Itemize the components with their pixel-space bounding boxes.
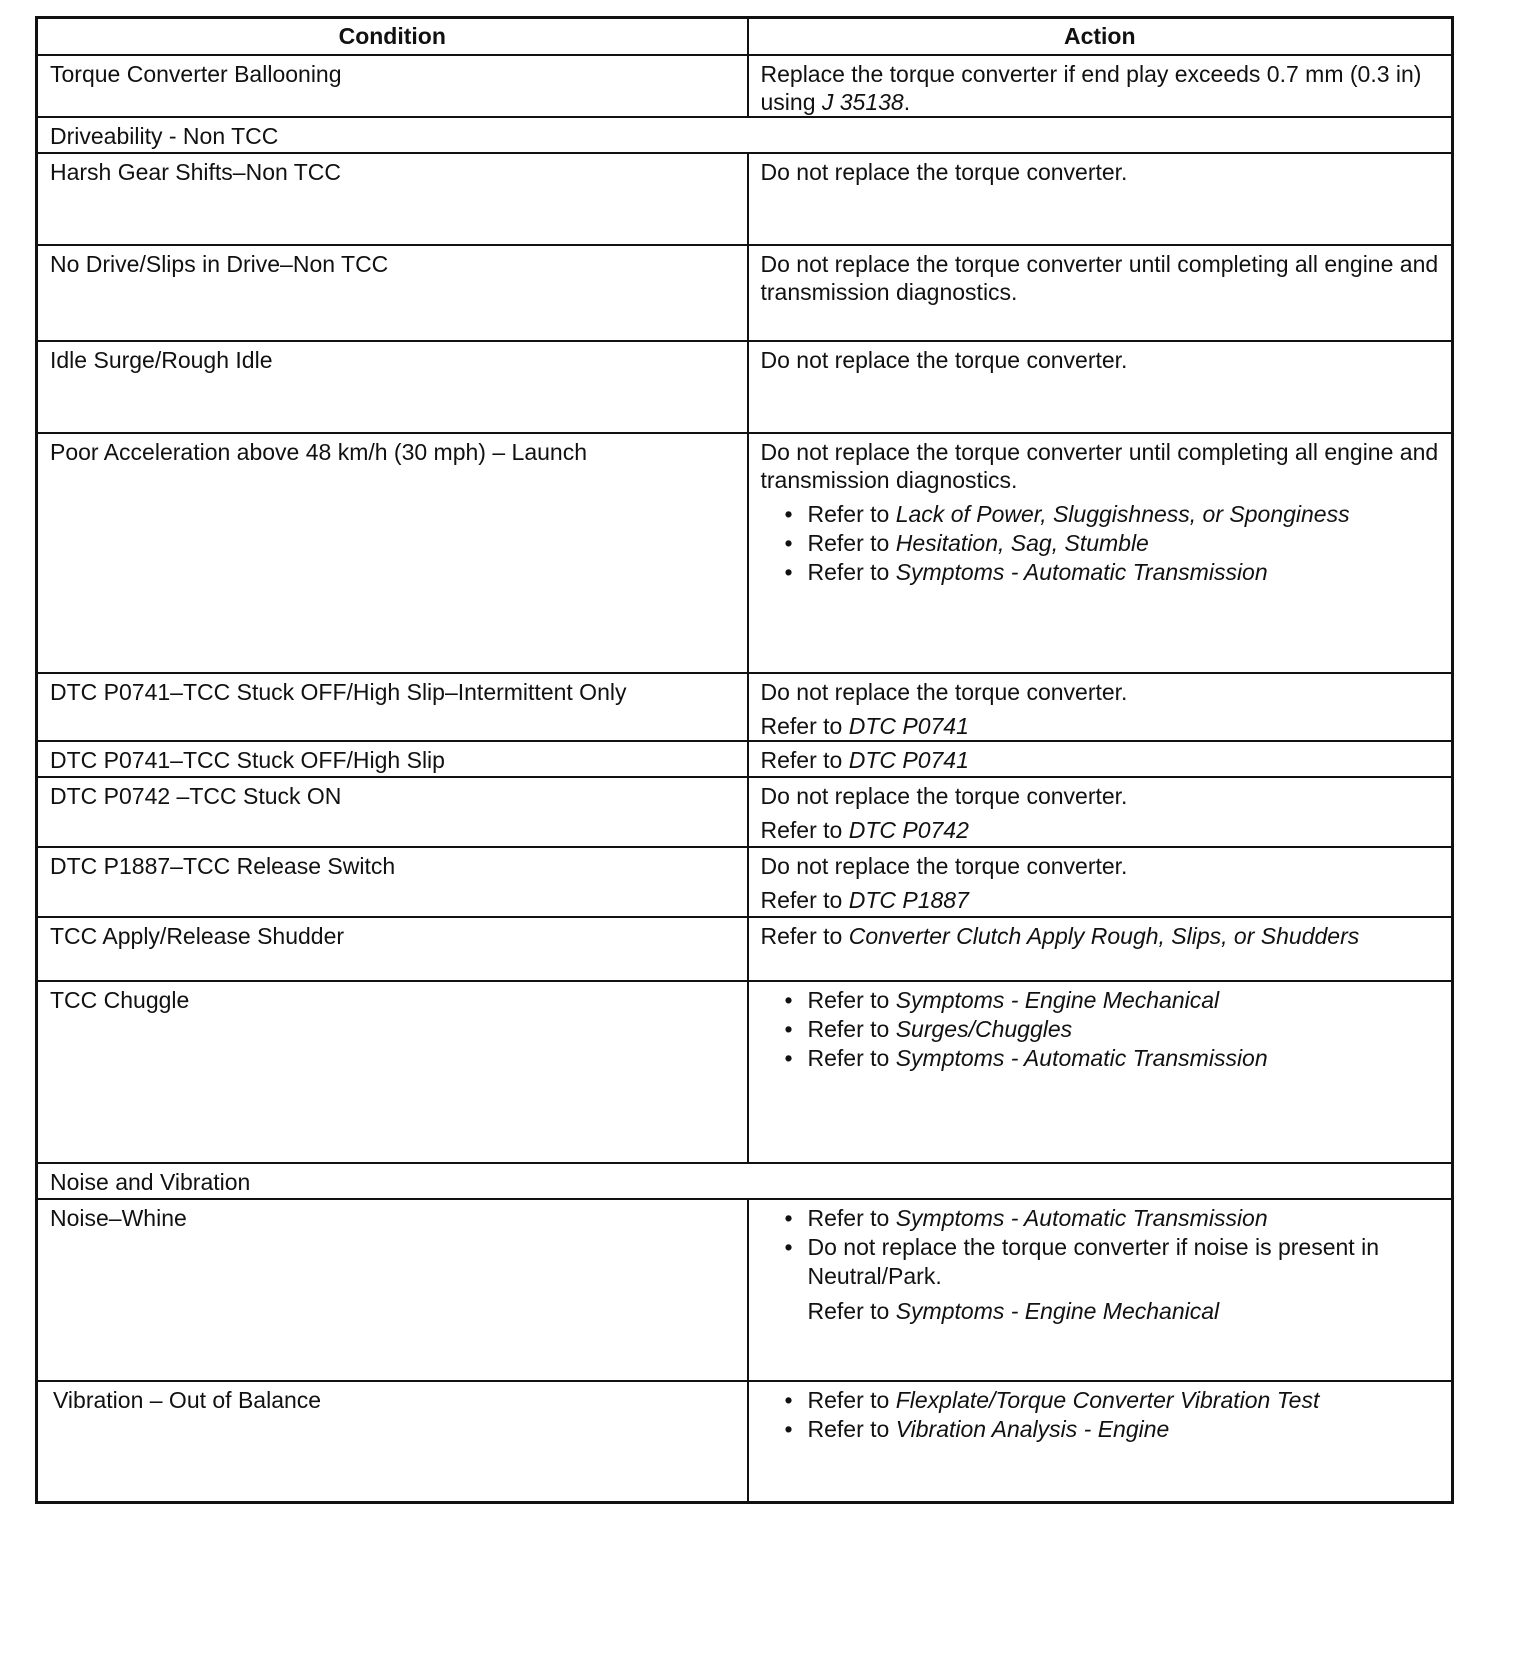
condition-cell: Torque Converter Ballooning [37,55,748,117]
reference-item: • Refer to Symptoms - Automatic Transmission [761,1204,1440,1233]
condition-cell: DTC P0742 –TCC Stuck ON [37,777,748,847]
condition-cell: DTC P0741–TCC Stuck OFF/High Slip–Intermittent Only [37,673,748,741]
reference-link[interactable]: Symptoms - Engine Mechanical [895,1297,1220,1324]
section-row [37,117,1453,153]
reference-link[interactable]: DTC P1887 [848,886,969,913]
reference-item: • Refer to Symptoms - Automatic Transmission [761,1044,1440,1073]
table-row [37,673,1453,741]
action-cell: Do not replace the torque converter until completing all engine and transmission diagnostics. • Refer to Lack of Power, Sluggishness, or Sponginess • Refer to Hesitation, Sag, Stumble • Refer to Symptoms - Automatic Transmission [748,433,1453,673]
reference-item: • Refer to Surges/Chuggles [761,1015,1440,1044]
tool-ref: J 35138 [821,88,904,115]
header-condition: Condition [37,18,748,55]
reference-item: • Refer to Symptoms - Automatic Transmission [761,558,1440,587]
action-cell [748,1381,1453,1503]
action-cell: Do not replace the torque converter. Refer to DTC P0742 [748,777,1453,847]
condition-cell: DTC P0741–TCC Stuck OFF/High Slip [37,741,748,777]
header-action: Action [748,18,1453,55]
header-row [37,18,1453,55]
diagnostic-table [35,16,1454,1504]
condition-cell: Vibration – Out of Balance [37,1381,748,1503]
reference-link[interactable]: Vibration Analysis - Engine [895,1415,1170,1442]
action-cell: Do not replace the torque converter until completing all engine and transmission diagnostics. [748,245,1453,341]
reference-link[interactable]: Flexplate/Torque Converter Vibration Test [895,1386,1320,1413]
table-row [37,741,1453,777]
condition-cell: Poor Acceleration above 48 km/h (30 mph) – Launch [37,433,748,673]
table-row [37,847,1453,917]
action-cell [748,981,1453,1163]
action-cell: Do not replace the torque converter. Refer to DTC P0741 [748,673,1453,741]
table-row [37,777,1453,847]
table-row [37,981,1453,1163]
table-row [37,153,1453,245]
section-title: Driveability - Non TCC [37,117,1453,153]
action-cell: Refer to Converter Clutch Apply Rough, Slips, or Shudders [748,917,1453,981]
note-item: • Do not replace the torque converter if noise is present in Neutral/Park. [761,1233,1440,1291]
table-row [37,1381,1453,1503]
condition-cell: TCC Apply/Release Shudder [37,917,748,981]
reference-link[interactable]: Lack of Power, Sluggishness, or Sponginess [895,500,1350,527]
action-cell: Replace the torque converter if end play exceeds 0.7 mm (0.3 in) using J 35138. [748,55,1453,117]
section-row [37,1163,1453,1199]
condition-cell: TCC Chuggle [37,981,748,1163]
reference-link[interactable]: DTC P0742 [848,816,969,843]
reference-link[interactable]: Converter Clutch Apply Rough, Slips, or Shudders [848,922,1360,949]
reference-item: • Refer to Vibration Analysis - Engine [761,1415,1440,1444]
reference-item: • Refer to Flexplate/Torque Converter Vibration Test [761,1386,1440,1415]
table-row [37,1199,1453,1381]
action-cell: • Refer to Symptoms - Automatic Transmission • Do not replace the torque converter if noise is present in Neutral/Park. Refer to Symptoms - Engine Mechanical [748,1199,1453,1381]
reference-link[interactable]: Symptoms - Automatic Transmission [895,1204,1268,1231]
reference-link[interactable]: Symptoms - Engine Mechanical [895,986,1220,1013]
reference-link[interactable]: DTC P0741 [848,746,969,773]
section-title: Noise and Vibration [37,1163,1453,1199]
action-cell: Do not replace the torque converter. Refer to DTC P1887 [748,847,1453,917]
table-row [37,55,1453,117]
table-row [37,245,1453,341]
reference-link[interactable]: Surges/Chuggles [895,1015,1073,1042]
condition-cell: Harsh Gear Shifts–Non TCC [37,153,748,245]
condition-cell: DTC P1887–TCC Release Switch [37,847,748,917]
condition-cell: No Drive/Slips in Drive–Non TCC [37,245,748,341]
table-row [37,917,1453,981]
action-cell: Refer to DTC P0741 [748,741,1453,777]
condition-cell: Noise–Whine [37,1199,748,1381]
table-row [37,341,1453,433]
reference-link[interactable]: DTC P0741 [848,712,969,739]
action-cell: Do not replace the torque converter. [748,341,1453,433]
reference-link[interactable]: Symptoms - Automatic Transmission [895,1044,1268,1071]
reference-link[interactable]: Symptoms - Automatic Transmission [895,558,1268,585]
reference-link[interactable]: Hesitation, Sag, Stumble [895,529,1149,556]
reference-item: • Refer to Symptoms - Engine Mechanical [761,986,1440,1015]
condition-cell: Idle Surge/Rough Idle [37,341,748,433]
table-row [37,433,1453,673]
reference-item: • Refer to Lack of Power, Sluggishness, or Sponginess [761,500,1440,529]
reference-item: • Refer to Hesitation, Sag, Stumble [761,529,1440,558]
action-cell: Do not replace the torque converter. [748,153,1453,245]
